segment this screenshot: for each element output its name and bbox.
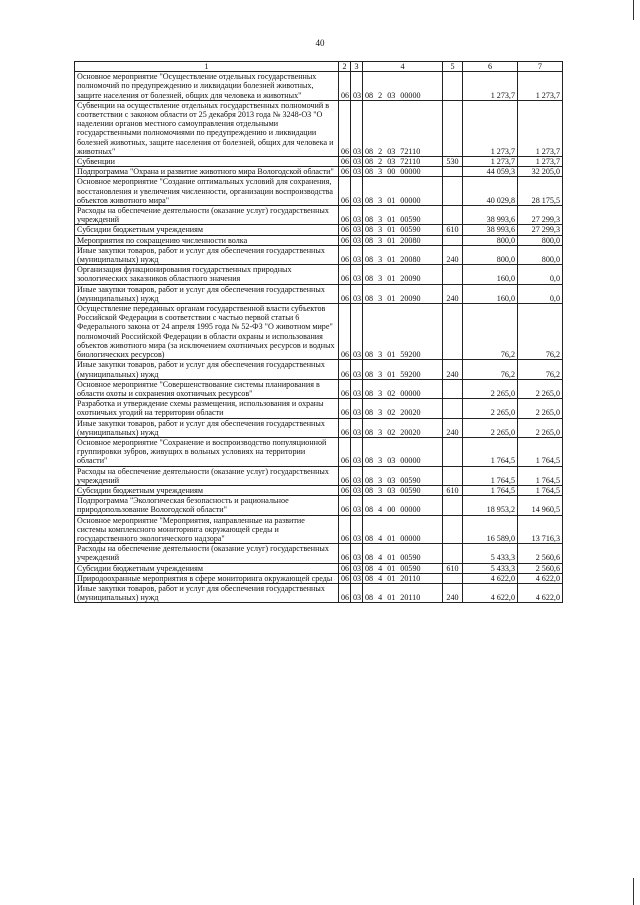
column-header: 2 [339,62,351,72]
section-code: 06 [339,157,351,167]
section-code: 06 [339,235,351,245]
amount-year-1: 1 764,5 [463,437,518,466]
target-article-code: 08 3 01 20080 [363,245,443,264]
target-article-code: 08 3 02 00000 [363,379,443,398]
amount-year-1: 1 273,7 [463,72,518,101]
amount-year-2: 1 764,5 [518,437,563,466]
amount-year-1: 38 993,6 [463,225,518,235]
row-name: Субсидии бюджетным учреждениям [75,225,339,235]
amount-year-1: 800,0 [463,245,518,264]
amount-year-1: 800,0 [463,235,518,245]
table-row [75,284,563,303]
section-code: 06 [339,544,351,563]
table-row [75,360,563,379]
amount-year-1: 18 953,2 [463,496,518,515]
amount-year-2: 4 622,0 [518,583,563,602]
amount-year-2: 1 764,5 [518,466,563,485]
expense-type-code: 610 [443,563,463,573]
subsection-code: 03 [351,100,363,156]
expense-type-code [443,235,463,245]
subsection-code: 03 [351,583,363,602]
subsection-code: 03 [351,206,363,225]
section-code: 06 [339,379,351,398]
section-code: 06 [339,496,351,515]
section-code: 06 [339,245,351,264]
amount-year-1: 2 265,0 [463,379,518,398]
table-row [75,206,563,225]
expense-type-code [443,515,463,544]
subsection-code: 03 [351,360,363,379]
table-row [75,573,563,583]
expense-type-code [443,437,463,466]
expense-type-code [443,206,463,225]
table-row [75,265,563,284]
target-article-code: 08 3 03 00590 [363,485,443,495]
row-name: Основное мероприятие "Совершенствование системы планирования в области охоты и сохранения охотничьих ресурсов" [75,379,339,398]
section-code: 06 [339,100,351,156]
amount-year-1: 5 433,3 [463,563,518,573]
section-code: 06 [339,515,351,544]
amount-year-2: 76,2 [518,304,563,360]
amount-year-1: 4 622,0 [463,573,518,583]
amount-year-1: 38 993,6 [463,206,518,225]
section-code: 06 [339,485,351,495]
section-code: 06 [339,399,351,418]
table-body [75,72,563,603]
amount-year-2: 800,0 [518,245,563,264]
expense-type-code: 610 [443,225,463,235]
row-name: Субсидии бюджетным учреждениям [75,485,339,495]
table-row [75,563,563,573]
target-article-code: 08 3 01 20080 [363,235,443,245]
amount-year-1: 76,2 [463,304,518,360]
subsection-code: 03 [351,399,363,418]
amount-year-2: 27 299,3 [518,206,563,225]
target-article-code: 08 3 01 20090 [363,265,443,284]
row-name: Основное мероприятие "Сохранение и воспроизводство популяционной группировки зубров, живущих в вольных условиях на территории области" [75,437,339,466]
expense-type-code: 240 [443,284,463,303]
row-name: Основное мероприятие "Осуществление отдельных государственных полномочий по предупреждению и ликвидации болезней животных, защите населения от болезней, общих для человека и животных" [75,72,339,101]
amount-year-2: 2 560,6 [518,563,563,573]
subsection-code: 03 [351,157,363,167]
subsection-code: 03 [351,177,363,206]
target-article-code: 08 2 03 72110 [363,157,443,167]
target-article-code: 08 2 03 72110 [363,100,443,156]
target-article-code: 08 3 01 20090 [363,284,443,303]
amount-year-1: 1 764,5 [463,485,518,495]
subsection-code: 03 [351,515,363,544]
row-name: Подпрограмма "Экологическая безопасность и рациональное природопользование Вологодской области" [75,496,339,515]
subsection-code: 03 [351,573,363,583]
section-code: 06 [339,225,351,235]
row-name: Подпрограмма "Охрана и развитие животного мира Вологодской области" [75,167,339,177]
target-article-code: 08 4 01 00590 [363,563,443,573]
subsection-code: 03 [351,563,363,573]
table-row [75,485,563,495]
subsection-code: 03 [351,304,363,360]
amount-year-2: 14 960,5 [518,496,563,515]
target-article-code: 08 4 01 00000 [363,515,443,544]
amount-year-2: 0,0 [518,265,563,284]
amount-year-1: 76,2 [463,360,518,379]
column-header: 3 [351,62,363,72]
amount-year-2: 1 273,7 [518,157,563,167]
amount-year-2: 800,0 [518,235,563,245]
page-number: 40 [315,38,325,48]
target-article-code: 08 4 01 00590 [363,544,443,563]
expense-type-code [443,177,463,206]
table-header-row [75,62,563,72]
expense-type-code [443,304,463,360]
subsection-code: 03 [351,379,363,398]
subsection-code: 03 [351,418,363,437]
section-code: 06 [339,206,351,225]
section-code: 06 [339,573,351,583]
expense-type-code: 610 [443,485,463,495]
row-name: Природоохранные мероприятия в сфере мониторинга окружающей среды [75,573,339,583]
table-row [75,235,563,245]
column-header: 7 [518,62,563,72]
row-name: Субвенции [75,157,339,167]
row-name: Расходы на обеспечение деятельности (оказание услуг) государственных учреждений [75,206,339,225]
expense-type-code: 240 [443,418,463,437]
expense-type-code [443,496,463,515]
subsection-code: 03 [351,466,363,485]
section-code: 06 [339,563,351,573]
target-article-code: 08 3 01 59200 [363,304,443,360]
table-row [75,100,563,156]
subsection-code: 03 [351,245,363,264]
row-name: Субсидии бюджетным учреждениям [75,563,339,573]
row-name: Субвенции на осуществление отдельных государственных полномочий в соответствии с законом области от 25 декабря 2013 года № 3248-ОЗ "О наделении органов местного самоуправления отдельными государственными полномочиями по предупреждению и ликвидации болезней животных, защите населения от болезней, общих для человека и животных" [75,100,339,156]
amount-year-1: 44 059,3 [463,167,518,177]
target-article-code: 08 3 01 00590 [363,225,443,235]
column-header: 4 [363,62,443,72]
target-article-code: 08 3 01 59200 [363,360,443,379]
target-article-code: 08 2 03 00000 [363,72,443,101]
subsection-code: 03 [351,284,363,303]
expense-type-code [443,573,463,583]
table-row [75,437,563,466]
table-row [75,496,563,515]
subsection-code: 03 [351,485,363,495]
amount-year-2: 76,2 [518,360,563,379]
amount-year-2: 2 560,6 [518,544,563,563]
expense-type-code [443,100,463,156]
target-article-code: 08 4 00 00000 [363,496,443,515]
amount-year-2: 2 265,0 [518,379,563,398]
target-article-code: 08 3 00 00000 [363,167,443,177]
row-name: Иные закупки товаров, работ и услуг для обеспечения государственных (муниципальных) нужд [75,583,339,602]
expense-type-code [443,265,463,284]
section-code: 06 [339,167,351,177]
page-edge-mark-top [633,0,634,20]
subsection-code: 03 [351,225,363,235]
table-row [75,245,563,264]
table-row [75,583,563,602]
page-edge-mark-bottom [633,878,634,905]
expense-type-code: 240 [443,245,463,264]
row-name: Мероприятия по сокращению численности волка [75,235,339,245]
expense-type-code [443,399,463,418]
target-article-code: 08 3 01 00000 [363,177,443,206]
amount-year-1: 160,0 [463,265,518,284]
section-code: 06 [339,284,351,303]
row-name: Расходы на обеспечение деятельности (оказание услуг) государственных учреждений [75,544,339,563]
table-row [75,379,563,398]
amount-year-2: 1 273,7 [518,100,563,156]
row-name: Расходы на обеспечение деятельности (оказание услуг) государственных учреждений [75,466,339,485]
section-code: 06 [339,265,351,284]
row-name: Основное мероприятие "Создание оптимальных условий для сохранения, восстановления и увеличения численности, организации воспроизводства объектов животного мира" [75,177,339,206]
row-name: Иные закупки товаров, работ и услуг для обеспечения государственных (муниципальных) нужд [75,418,339,437]
amount-year-1: 160,0 [463,284,518,303]
subsection-code: 03 [351,235,363,245]
subsection-code: 03 [351,265,363,284]
amount-year-2: 1 273,7 [518,72,563,101]
target-article-code: 08 3 03 00590 [363,466,443,485]
column-header: 1 [75,62,339,72]
amount-year-1: 16 589,0 [463,515,518,544]
amount-year-2: 2 265,0 [518,399,563,418]
section-code: 06 [339,583,351,602]
section-code: 06 [339,304,351,360]
subsection-code: 03 [351,544,363,563]
row-name: Разработка и утверждение схемы размещения, использования и охраны охотничьих угодий на территории области [75,399,339,418]
subsection-code: 03 [351,167,363,177]
row-name: Основное мероприятие "Мероприятия, направленные на развитие системы комплексного мониторинга окружающей среды и государственного экологического надзора" [75,515,339,544]
expense-type-code: 530 [443,157,463,167]
table-row [75,304,563,360]
expense-type-code [443,72,463,101]
row-name: Организация функционирования государственных природных зоологических заказников областного значения [75,265,339,284]
amount-year-1: 5 433,3 [463,544,518,563]
subsection-code: 03 [351,72,363,101]
table-row [75,466,563,485]
table-row [75,167,563,177]
table-row [75,72,563,101]
subsection-code: 03 [351,496,363,515]
amount-year-1: 4 622,0 [463,583,518,602]
table-row [75,399,563,418]
section-code: 06 [339,72,351,101]
amount-year-1: 1 273,7 [463,157,518,167]
expense-type-code: 240 [443,360,463,379]
target-article-code: 08 3 02 20020 [363,418,443,437]
target-article-code: 08 3 01 00590 [363,206,443,225]
amount-year-1: 1 273,7 [463,100,518,156]
table-row [75,157,563,167]
table-row [75,544,563,563]
table-row [75,225,563,235]
amount-year-2: 28 175,5 [518,177,563,206]
column-header: 6 [463,62,518,72]
section-code: 06 [339,360,351,379]
expense-type-code [443,466,463,485]
row-name: Иные закупки товаров, работ и услуг для обеспечения государственных (муниципальных) нужд [75,284,339,303]
amount-year-2: 32 205,0 [518,167,563,177]
budget-table [74,61,563,603]
target-article-code: 08 4 01 20110 [363,573,443,583]
target-article-code: 08 3 03 00000 [363,437,443,466]
amount-year-1: 2 265,0 [463,399,518,418]
target-article-code: 08 3 02 20020 [363,399,443,418]
row-name: Осуществление переданных органам государственной власти субъектов Российской Федерации в соответствии с частью первой статьи 6 Федерального закона от 24 апреля 1995 года № 52-ФЗ "О животном мире" полномочий Российской Федерации в области охраны и использования объектов животного мира (за исключением охотничьих ресурсов и водных биологических ресурсов) [75,304,339,360]
amount-year-2: 13 716,3 [518,515,563,544]
amount-year-1: 1 764,5 [463,466,518,485]
amount-year-1: 2 265,0 [463,418,518,437]
target-article-code: 08 4 01 20110 [363,583,443,602]
table-row [75,515,563,544]
row-name: Иные закупки товаров, работ и услуг для обеспечения государственных (муниципальных) нужд [75,245,339,264]
amount-year-2: 27 299,3 [518,225,563,235]
amount-year-2: 4 622,0 [518,573,563,583]
column-header: 5 [443,62,463,72]
section-code: 06 [339,177,351,206]
expense-type-code [443,167,463,177]
section-code: 06 [339,418,351,437]
row-name: Иные закупки товаров, работ и услуг для обеспечения государственных (муниципальных) нужд [75,360,339,379]
section-code: 06 [339,437,351,466]
subsection-code: 03 [351,437,363,466]
expense-type-code: 240 [443,583,463,602]
expense-type-code [443,379,463,398]
amount-year-2: 1 764,5 [518,485,563,495]
table-row [75,177,563,206]
amount-year-1: 40 029,8 [463,177,518,206]
section-code: 06 [339,466,351,485]
amount-year-2: 2 265,0 [518,418,563,437]
expense-type-code [443,544,463,563]
amount-year-2: 0,0 [518,284,563,303]
table-row [75,418,563,437]
